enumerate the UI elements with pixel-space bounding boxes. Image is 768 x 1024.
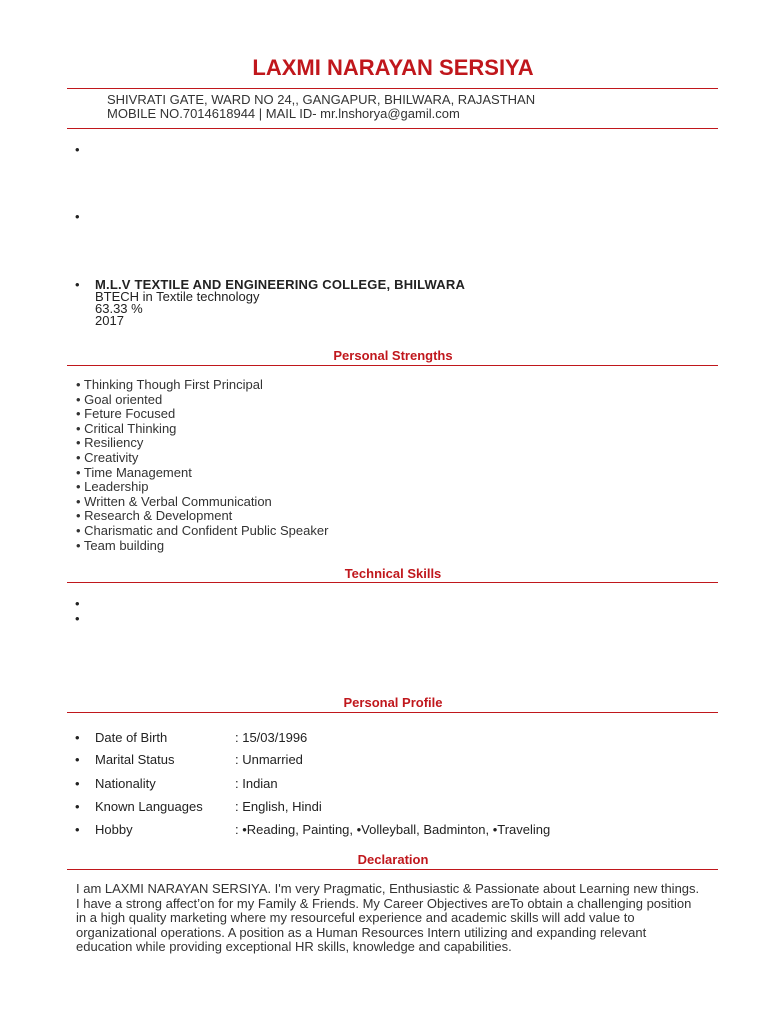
empty-bullet: • — [75, 209, 80, 224]
degree: BTECH in Textile technology — [95, 289, 260, 304]
graduation-year: 2017 — [95, 313, 124, 328]
empty-bullet: • — [75, 596, 80, 611]
divider — [67, 869, 718, 870]
profile-value: : •Reading, Painting, •Volleyball, Badminton, •Traveling — [235, 822, 551, 837]
profile-label: Date of Birth — [95, 730, 168, 745]
education-entry — [95, 279, 465, 327]
contact-block — [107, 93, 535, 121]
list-item: • Thinking Though First Principal — [76, 377, 263, 392]
profile-label: Hobby — [95, 822, 133, 837]
profile-value: : 15/03/1996 — [235, 730, 308, 745]
list-item: • Team building — [76, 537, 165, 553]
bullet: • — [75, 799, 80, 814]
bullet: • — [75, 730, 80, 745]
section-heading-declaration: Declaration — [357, 852, 429, 867]
bullet: • — [75, 752, 80, 767]
profile-label: Marital Status — [95, 752, 175, 767]
section-heading-strengths: Personal Strengths — [333, 348, 453, 363]
divider — [67, 582, 718, 583]
divider — [67, 88, 718, 89]
list-item: • Feture Focused — [76, 406, 176, 422]
section-heading-profile: Personal Profile — [343, 695, 443, 710]
education-bullet: • — [75, 277, 80, 292]
empty-bullet: • — [75, 611, 80, 626]
list-item: • Resiliency — [76, 435, 144, 451]
list-item: • Critical Thinking — [76, 420, 177, 436]
profile-label: Known Languages — [95, 799, 203, 814]
percentage: 63.33 % — [95, 301, 143, 316]
profile-value: : Indian — [235, 776, 278, 791]
strengths-list — [76, 378, 328, 553]
profile-label: Nationality — [95, 776, 156, 791]
list-item: • Written & Verbal Communication — [76, 493, 272, 509]
divider — [67, 128, 718, 129]
list-item: • Research & Development — [76, 508, 233, 524]
paragraph-line: I am LAXMI NARAYAN SERSIYA. I'm very Pragmatic, Enthusiastic & Passionate about Learning new things. — [76, 881, 700, 896]
bullet: • — [75, 776, 80, 791]
bullet: • — [75, 822, 80, 837]
candidate-name: LAXMI NARAYAN SERSIYA — [252, 55, 534, 80]
profile-value: : Unmarried — [235, 752, 303, 767]
profile-value: : English, Hindi — [235, 799, 322, 814]
list-item: • Goal oriented — [76, 391, 163, 407]
college-name: M.L.V TEXTILE AND ENGINEERING COLLEGE, BHILWARA — [95, 277, 466, 292]
paragraph-line: organizational operations. A position as a Human Resources Intern utilizing and expanding relevant — [76, 924, 647, 940]
paragraph-line: I have a strong affect’on for my Family & Friends. My Career Objectives areTo obtain a challenging position — [76, 895, 692, 911]
paragraph-line: in a high quality marketing where my resourceful experience and academic skills will add value to — [76, 910, 635, 926]
section-heading-technical: Technical Skills — [344, 566, 442, 581]
list-item: • Leadership — [76, 479, 149, 495]
contact-line: MOBILE NO.7014618944 | MAIL ID- mr.lnshorya@gamil.com — [107, 106, 460, 121]
empty-bullet: • — [75, 142, 80, 157]
list-item: • Creativity — [76, 449, 139, 465]
list-item: • Time Management — [76, 464, 192, 480]
list-item: • Charismatic and Confident Public Speaker — [76, 522, 329, 538]
address-line: SHIVRATI GATE, WARD NO 24,, GANGAPUR, BHILWARA, RAJASTHAN — [107, 92, 536, 107]
divider — [67, 712, 718, 713]
declaration-text — [76, 882, 721, 955]
divider — [67, 365, 718, 366]
paragraph-line: education while providing exceptional HR skills, knowledge and capabilities. — [76, 939, 512, 955]
